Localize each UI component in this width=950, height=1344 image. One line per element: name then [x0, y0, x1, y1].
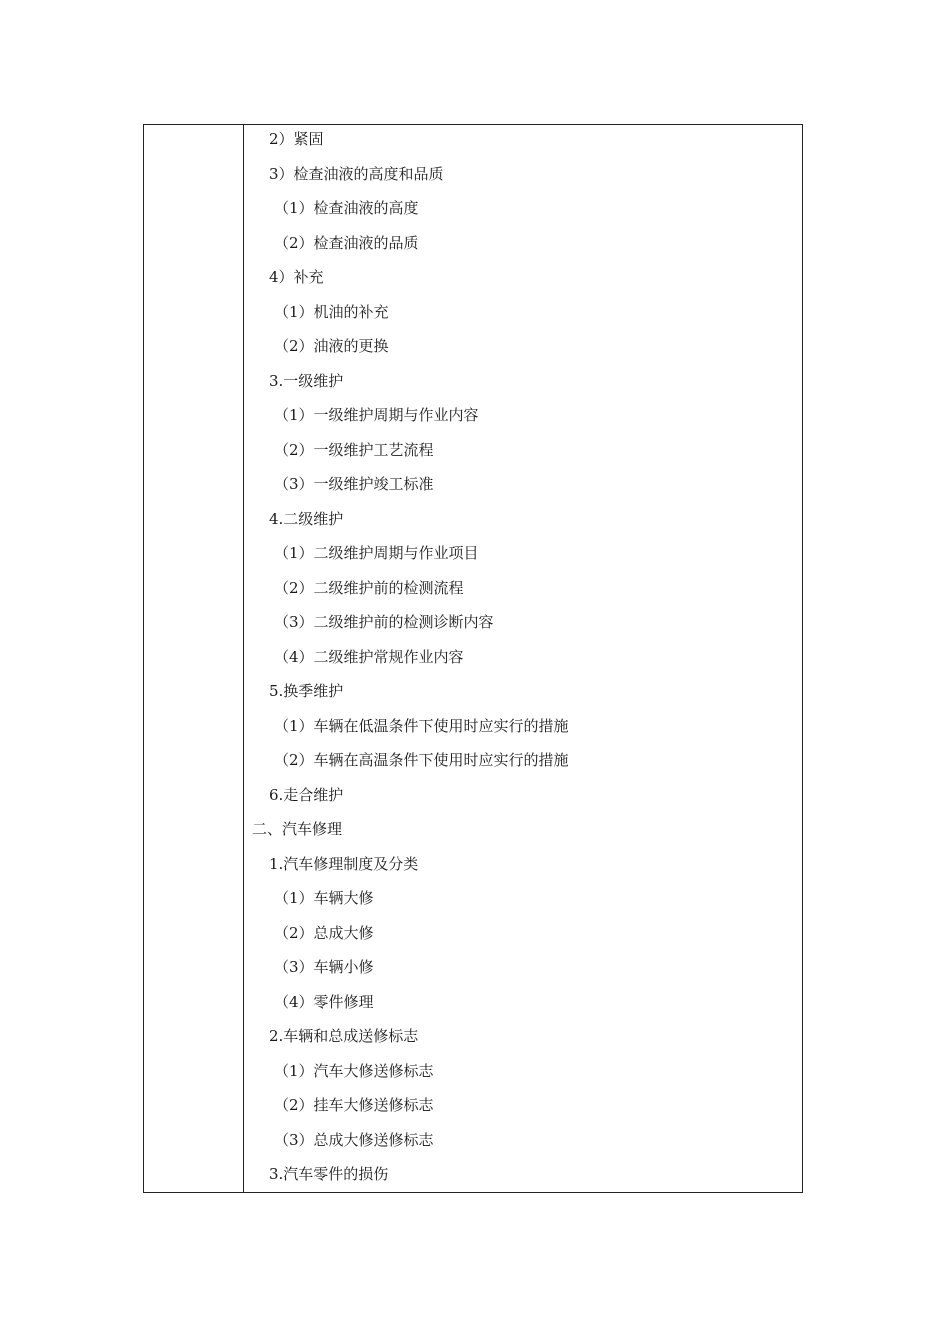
outline-line: （1）汽车大修送修标志 [274, 1061, 434, 1080]
outline-line: （2）总成大修 [274, 923, 374, 942]
outline-line: （1）检查油液的高度 [274, 199, 419, 217]
outline-line: （1）一级维护周期与作业内容 [274, 406, 479, 424]
outline-line: （1）二级维护周期与作业项目 [274, 544, 479, 562]
outline-line: （3）车辆小修 [274, 958, 374, 976]
outline-line: 1.汽车修理制度及分类 [269, 854, 419, 873]
outline-line: （1）车辆在低温条件下使用时应实行的措施 [274, 716, 569, 735]
outline-line: （4）零件修理 [274, 992, 374, 1011]
outline-line: 4.二级维护 [269, 509, 344, 528]
outline-line: （2）检查油液的品质 [274, 233, 419, 252]
outline-line: （3）二级维护前的检测诊断内容 [274, 613, 494, 631]
outline-line: （2）车辆在高温条件下使用时应实行的措施 [274, 751, 569, 769]
outline-line: （1）车辆大修 [274, 889, 374, 907]
outline-line: （3）一级维护竣工标准 [274, 475, 434, 493]
outline-line: 3.汽车零件的损伤 [269, 1165, 389, 1183]
table-content-column [244, 125, 802, 1192]
outline-line: 3）检查油液的高度和品质 [269, 164, 444, 183]
outline-line: 二、汽车修理 [252, 820, 343, 838]
outline-line: （3）总成大修送修标志 [274, 1130, 434, 1149]
outline-line: （2）一级维护工艺流程 [274, 440, 434, 459]
outline-line: 2）紧固 [269, 130, 324, 148]
outline-line: 6.走合维护 [269, 785, 344, 804]
outline-line: （4）二级维护常规作业内容 [274, 647, 464, 666]
table-left-column [144, 125, 244, 1192]
content-table [143, 124, 803, 1193]
outline-line: （2）二级维护前的检测流程 [274, 578, 464, 597]
outline-line: 4）补充 [269, 268, 324, 286]
outline-line: 2.车辆和总成送修标志 [269, 1027, 419, 1045]
outline-line: （1）机油的补充 [274, 302, 389, 321]
outline-line: 5.换季维护 [269, 682, 344, 700]
outline-line: 3.一级维护 [269, 371, 344, 390]
outline-line: （2）油液的更换 [274, 337, 389, 355]
outline-line: （2）挂车大修送修标志 [274, 1096, 434, 1114]
